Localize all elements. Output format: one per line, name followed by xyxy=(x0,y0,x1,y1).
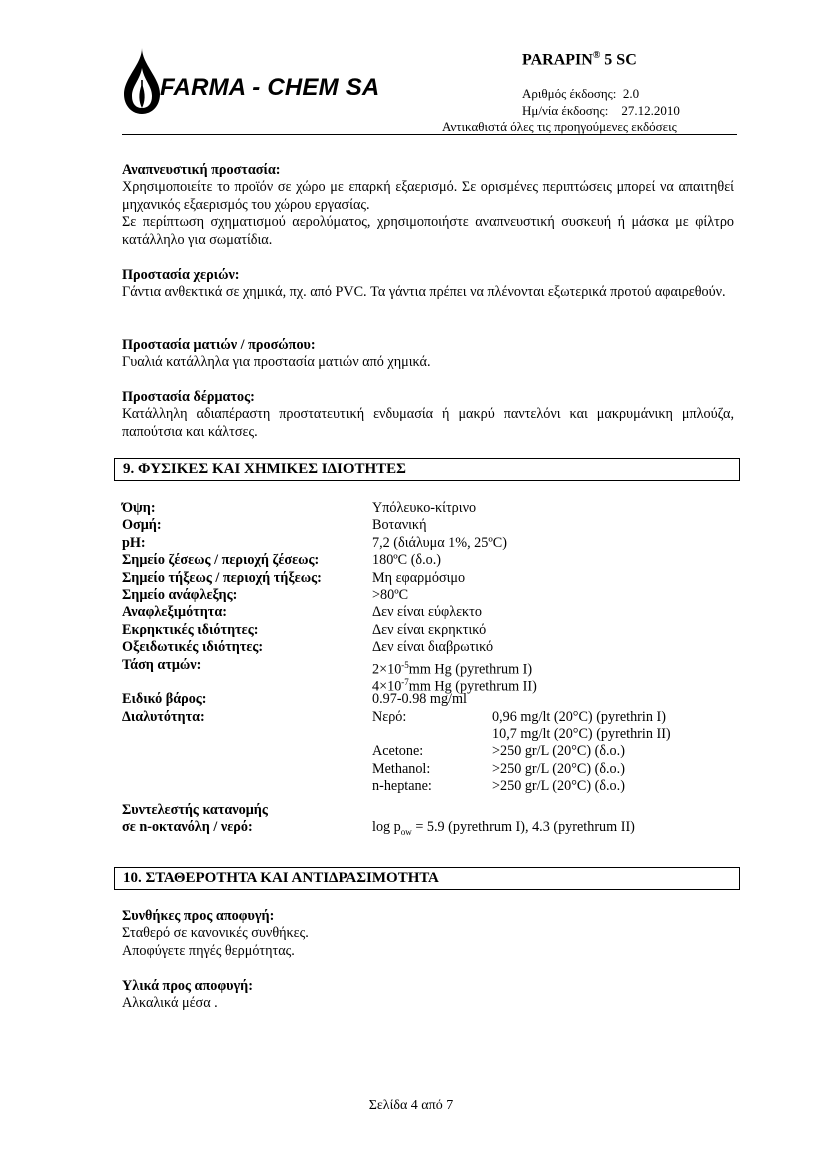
respiratory-protection xyxy=(122,162,734,249)
drop-logo-icon xyxy=(122,46,162,116)
header-divider xyxy=(122,134,737,135)
solubility-row: Acetone: >250 gr/L (20°C) (δ.ο.) xyxy=(372,743,625,760)
supersedes-line: Αντικαθιστά όλες τις προηγούμενες εκδόσεις xyxy=(442,119,677,134)
hand-text: Γάντια ανθεκτικά σε χημικά, πχ. από PVC. Τα γάντια πρέπει να πλένονται εξωτερικά προτού αφαιρεθούν. xyxy=(122,284,726,301)
respiratory-heading: Αναπνευστική προστασία: xyxy=(122,162,281,178)
company-name: FARMA - CHEM SA xyxy=(160,74,380,101)
partition-row-2: σε n-οκτανόλη / νερό: $\log p_{ow} = 5.9$ (pyrethrum I), 4.3 (pyrethrum II) xyxy=(122,819,742,836)
date-line: Ημ/νία έκδοσης: 27.12.2010 xyxy=(522,103,680,118)
property-row: Εκρηκτικές ιδιότητες: Δεν είναι εκρηκτικό xyxy=(122,621,487,638)
property-row: Οξειδωτικές ιδιότητες: Δεν είναι διαβρωτικό xyxy=(122,639,494,656)
vapour-pressure-2: $4\times 10^{-7}mm$ Hg (pyrethrum II) xyxy=(372,676,537,695)
company-logo xyxy=(122,46,380,116)
materials-to-avoid xyxy=(122,978,734,1013)
partition-value: $\log p_{ow} = 5.9$ (pyrethrum I), 4.3 (pyrethrum II) xyxy=(372,819,635,837)
conditions-to-avoid xyxy=(122,908,734,960)
solubility-row: Διαλυτότητα: Νερό: 0,96 mg/lt (20°C) (pyrethrin I) xyxy=(122,708,666,725)
version-line: Αριθμός έκδοσης: 2.0 xyxy=(522,86,640,101)
property-row: Οσμή: Βοτανική xyxy=(122,517,427,534)
eye-protection xyxy=(122,337,734,372)
property-row: Σημείο τήξεως / περιοχή τήξεως: Μη εφαρμόσιμο xyxy=(122,569,466,586)
hand-heading: Προστασία χεριών: xyxy=(122,267,240,283)
materials-heading: Υλικά προς αποφυγή: xyxy=(122,978,253,994)
materials-text: Αλκαλικά μέσα . xyxy=(122,995,218,1012)
property-row: Σημείο ζέσεως / περιοχή ζέσεως: 180ºC (δ.ο.) xyxy=(122,552,442,569)
properties-table xyxy=(122,500,742,836)
property-row: Όψη: Υπόλευκο-κίτρινο xyxy=(122,500,477,516)
vapour-pressure-1: $2\times 10^{-5}mm$ Hg (pyrethrum I) xyxy=(372,659,533,678)
property-row: Αναφλεξιμότητα: Δεν είναι εύφλεκτο xyxy=(122,604,482,621)
product-name: PARAPIN® 5 SC xyxy=(522,50,637,69)
conditions-text-2: Αποφύγετε πηγές θερμότητας. xyxy=(122,942,295,959)
skin-text: Κατάλληλη αδιαπέραστη προστατευτική ενδυμασία ή μακρύ παντελόνι και μακρυμάνικη μπλούζα, παπούτσια και κάλτσες. xyxy=(122,406,734,440)
vapour-pressure-row-2 xyxy=(122,674,742,695)
property-row: pH: 7,2 (διάλυμα 1%, 25ºC) xyxy=(122,534,507,551)
section-9-title: 9. ΦΥΣΙΚΕΣ ΚΑΙ ΧΗΜΙΚΕΣ ΙΔΙΟΤΗΤΕΣ xyxy=(114,458,740,481)
partition-row: Συντελεστής κατανομής xyxy=(122,801,268,818)
skin-heading: Προστασία δέρματος: xyxy=(122,389,255,405)
respiratory-text-1: Χρησιμοποιείτε το προϊόν σε χώρο με επαρκή εξαερισμό. Σε ορισμένες περιπτώσεις μπορεί να απαιτηθεί μηχανικός εξαερισμός του χώρου εργασίας. xyxy=(122,179,734,213)
solubility-row: n-heptane: >250 gr/L (20°C) (δ.ο.) xyxy=(372,778,625,795)
eye-heading: Προστασία ματιών / προσώπου: xyxy=(122,337,316,353)
page-number: Σελίδα 4 από 7 xyxy=(368,1098,454,1113)
hand-protection xyxy=(122,267,734,302)
solubility-row: Methanol: >250 gr/L (20°C) (δ.ο.) xyxy=(372,760,625,777)
respiratory-text-2: Σε περίπτωση σχηματισμού αερολύματος, χρησιμοποιήστε αναπνευστική συσκευή ή μάσκα με φίλτρο κατάλληλο για σωματίδια. xyxy=(122,214,734,248)
vapour-pressure-row: Τάση ατμών: $2\times 10^{-5}mm$ Hg (pyrethrum I) xyxy=(122,656,533,678)
density-row: Ειδικό βάρος: 0.97-0.98 mg/ml xyxy=(122,691,467,708)
conditions-text-1: Σταθερό σε κανονικές συνθήκες. xyxy=(122,925,309,942)
section-10-title: 10. ΣΤΑΘΕΡΟΤΗΤΑ ΚΑΙ ΑΝΤΙΔΡΑΣΙΜΟΤΗΤΑ xyxy=(114,867,740,890)
solubility-row: 10,7 mg/lt (20°C) (pyrethrin II) xyxy=(492,726,671,743)
property-row: Σημείο ανάφλεξης: >80ºC xyxy=(122,586,409,603)
conditions-heading: Συνθήκες προς αποφυγή: xyxy=(122,908,275,924)
eye-text: Γυαλιά κατάλληλα για προστασία ματιών από χημικά. xyxy=(122,354,431,371)
skin-protection xyxy=(122,389,734,441)
